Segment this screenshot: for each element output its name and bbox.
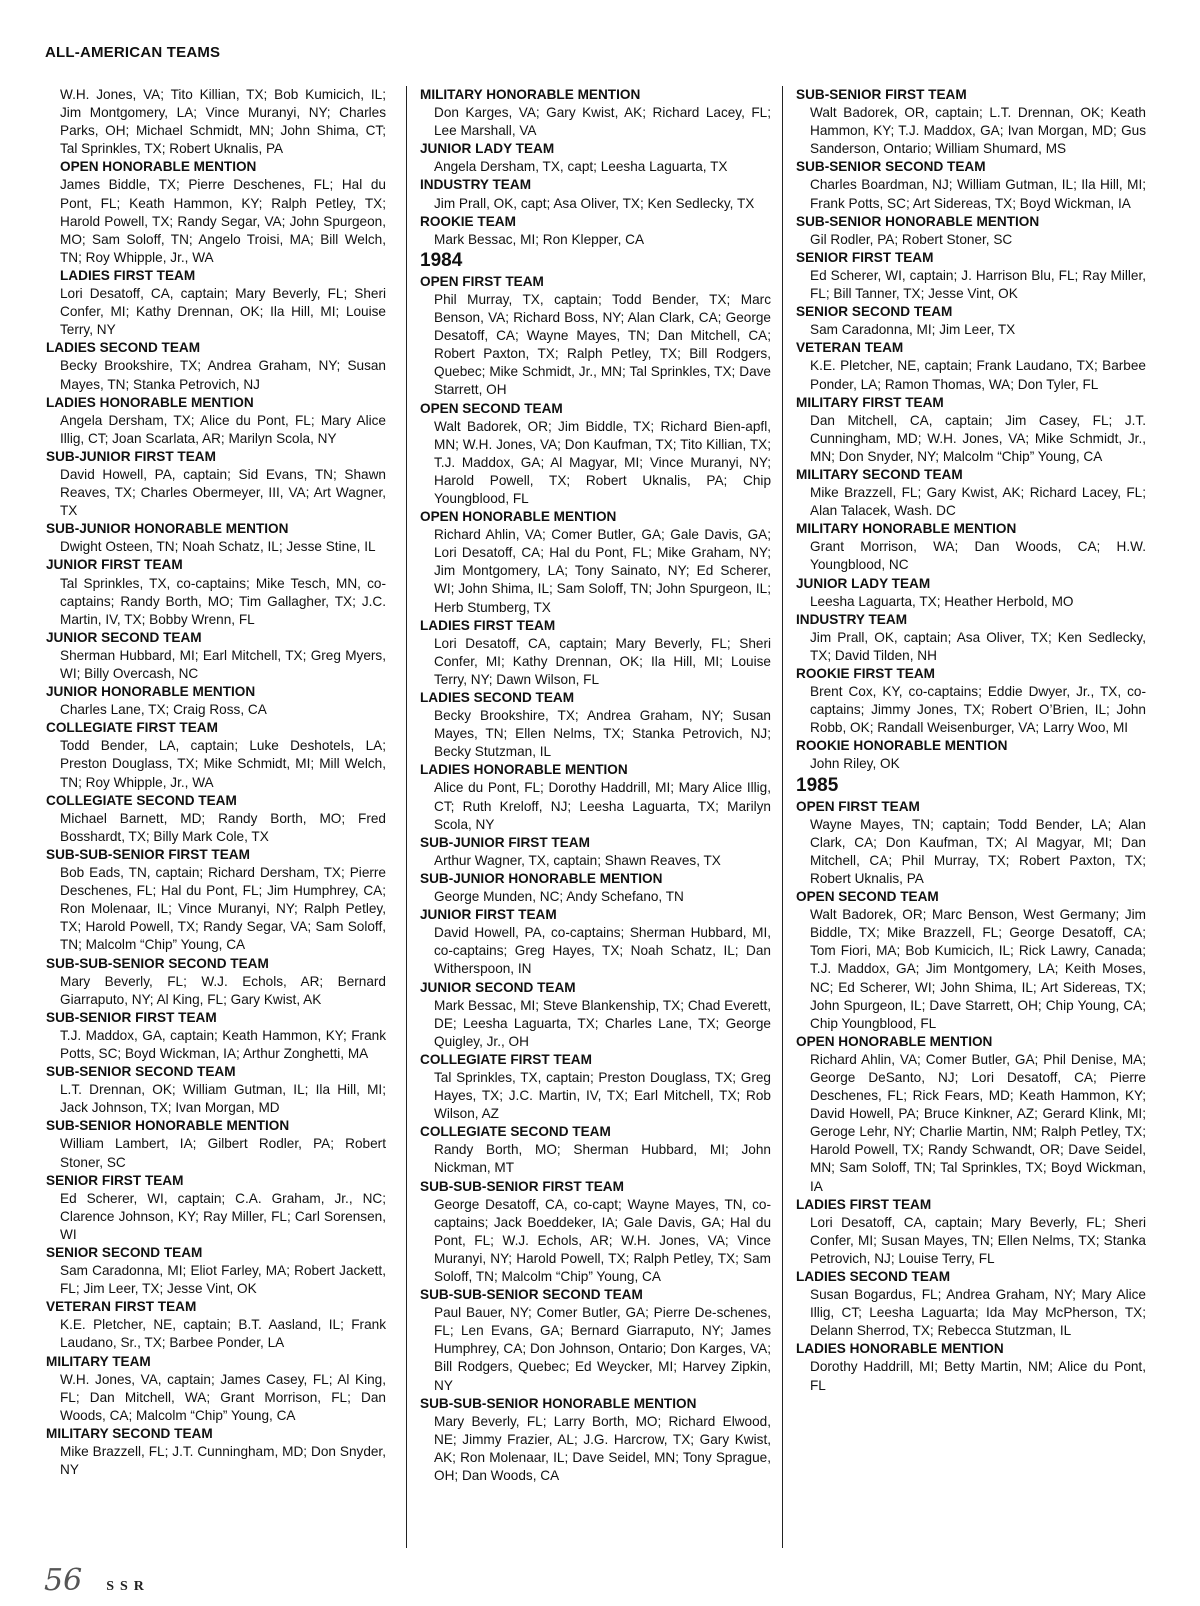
section-heading: LADIES SECOND TEAM	[46, 340, 201, 356]
team-roster: Tal Sprinkles, TX, captain; Preston Douglass, TX; Greg Hayes, TX; J.C. Martin, IV, TX; Earl Mitchell, TX; Rob Wilson, AZ	[434, 1069, 771, 1122]
section-heading: LADIES FIRST TEAM	[420, 617, 556, 633]
team-roster: Mary Beverly, FL; W.J. Echols, AR; Bernard Giarraputo, NY; Al King, FL; Gary Kwist, AK	[60, 973, 386, 1007]
section-heading: COLLEGIATE SECOND TEAM	[46, 792, 237, 808]
section-heading: OPEN HONORABLE MENTION	[420, 509, 617, 525]
team-roster: Bob Eads, TN, captain; Richard Dersham, TX; Pierre Deschenes, FL; Hal du Pont, FL; Jim Humphrey, CA; Ron Molenaar, IL; Vince Muranyi, NY; Ralph Petley, TX; Harold Powell, TX; Randy Segar, VA; Sam Soloff, TN; Malcolm “Chip” Young, CA	[60, 865, 386, 953]
section-heading: MILITARY TEAM	[46, 1353, 151, 1369]
team-roster: Sam Caradonna, MI; Eliot Farley, MA; Robert Jackett, FL; Jim Leer, TX; Jesse Vint, OK	[60, 1263, 386, 1297]
team-roster: Lori Desatoff, CA, captain; Mary Beverly, FL; Sheri Confer, MI; Kathy Drennan, OK; Ila Hill, MI; Louise Terry, NY	[60, 286, 386, 338]
section-heading: OPEN SECOND TEAM	[420, 400, 563, 416]
section-heading: INDUSTRY TEAM	[796, 611, 908, 627]
section-heading: ROOKIE FIRST TEAM	[796, 666, 935, 681]
section-heading: ROOKIE HONORABLE MENTION	[796, 738, 1008, 754]
section-heading: SENIOR SECOND TEAM	[46, 1245, 203, 1260]
section-heading: VETERAN TEAM	[796, 340, 904, 356]
team-roster: Arthur Wagner, TX, captain; Shawn Reaves, TX	[434, 852, 721, 868]
team-roster: Jim Prall, OK, capt; Asa Oliver, TX; Ken Sedlecky, TX	[434, 195, 755, 211]
section-heading: OPEN FIRST TEAM	[796, 798, 920, 814]
section-heading: SENIOR SECOND TEAM	[796, 304, 953, 320]
team-roster: W.H. Jones, VA; Tito Killian, TX; Bob Kumicich, IL; Jim Montgomery, LA; Vince Muranyi, NY; Charles Parks, OH; Michael Schmidt, MN; John Shima, CT; Tal Sprinkles, TX; Robert Uknalis, PA	[60, 87, 386, 157]
section-heading: COLLEGIATE SECOND TEAM	[420, 1124, 611, 1140]
section-heading: ROOKIE TEAM	[420, 213, 516, 229]
section-heading: JUNIOR SECOND TEAM	[46, 629, 202, 645]
team-roster: Dan Mitchell, CA, captain; Jim Casey, FL; J.T. Cunningham, MD; W.H. Jones, VA; Mike Schmidt, Jr., MN; Don Snyder, NY; Malcolm “Chip” Young, CA	[810, 412, 1146, 464]
section-heading: LADIES SECOND TEAM	[796, 1269, 951, 1284]
team-roster: Lori Desatoff, CA, captain; Mary Beverly, FL; Sheri Confer, MI; Susan Mayes, TN; Ellen Nelms, TX; Stanka Petrovich, NJ; Louise Terry, FL	[810, 1214, 1146, 1266]
section-heading: JUNIOR LADY TEAM	[420, 141, 555, 157]
year-heading: 1984	[420, 249, 463, 271]
section-heading: OPEN SECOND TEAM	[796, 889, 939, 905]
team-roster: Walt Badorek, OR; Jim Biddle, TX; Richard Bien-apfl, MN; W.H. Jones, VA; Don Kaufman, TX; Tito Killian, TX; T.J. Maddox, GA; Al Magyar, MI; Vince Muranyi, NY; Harold Powell, TX; Robert Uknalis, PA; Chip Youngblood, FL	[434, 418, 771, 506]
section-heading: INDUSTRY TEAM	[420, 177, 532, 193]
team-roster: Brent Cox, KY, co-captains; Eddie Dwyer, Jr., TX, co-captains; Jimmy Jones, TX; Robert O’Brien, IL; John Robb, OK; Randall Weisenburger, VA; Larry Woo, MI	[810, 684, 1146, 736]
team-roster: W.H. Jones, VA, captain; James Casey, FL; Al King, FL; Dan Mitchell, WA; Grant Morrison, FL; Dan Woods, CA; Malcolm “Chip” Young, CA	[60, 1371, 386, 1423]
team-roster: David Howell, PA, co-captains; Sherman Hubbard, MI, co-captains; Greg Hayes, TX; Noah Schatz, IL; Dan Witherspoon, IN	[434, 925, 771, 977]
team-roster: Becky Brookshire, TX; Andrea Graham, NY; Susan Mayes, TN; Stanka Petrovich, NJ	[60, 358, 386, 392]
section-heading: SUB-SUB-SENIOR FIRST TEAM	[46, 846, 250, 862]
team-roster: Mark Bessac, MI; Steve Blankenship, TX; Chad Everett, DE; Leesha Laguarta, TX; Charles Lane, TX; George Quigley, Jr., OH	[434, 997, 771, 1049]
team-roster: Mark Bessac, MI; Ron Klepper, CA	[434, 231, 645, 247]
team-roster: Angela Dersham, TX; Alice du Pont, FL; Mary Alice Illig, CT; Joan Scarlata, AR; Marilyn Scola, NY	[60, 412, 386, 446]
team-roster: Richard Ahlin, VA; Comer Butler, GA; Gale Davis, GA; Lori Desatoff, CA; Hal du Pont, FL; Mike Graham, NY; Jim Montgomery, LA; Tony Sainato, NY; Ed Scherer, WI; John Shima, IL; Sam Soloff, TN; John Spurgeon, IL; Herb Stumberg, TX	[434, 527, 771, 615]
section-heading: LADIES FIRST TEAM	[60, 267, 196, 283]
team-roster: Jim Prall, OK, captain; Asa Oliver, TX; Ken Sedlecky, TX; David Tilden, NH	[810, 629, 1146, 663]
section-heading: JUNIOR HONORABLE MENTION	[46, 684, 256, 700]
team-roster: Paul Bauer, NY; Comer Butler, GA; Pierre De-schenes, FL; Len Evans, GA; Bernard Giarraputo, NY; James Humphrey, CA; Don Johnson, Ontario; Don Karges, VA; Bill Rodgers, Quebec; Ed Weycker, MI; Harvey Zipkin, NY	[434, 1305, 771, 1393]
column-right	[796, 86, 1146, 1395]
team-roster: T.J. Maddox, GA, captain; Keath Hammon, KY; Frank Potts, SC; Boyd Wickman, IA; Arthur Zonghetti, MA	[60, 1027, 386, 1061]
team-roster: Sherman Hubbard, MI; Earl Mitchell, TX; Greg Myers, WI; Billy Overcash, NC	[60, 647, 386, 681]
section-heading: SUB-SENIOR SECOND TEAM	[796, 159, 986, 175]
section-heading: SUB-SENIOR SECOND TEAM	[46, 1064, 236, 1080]
team-roster: K.E. Pletcher, NE, captain; Frank Laudano, TX; Barbee Ponder, LA; Ramon Thomas, WA; Don Tyler, FL	[810, 358, 1146, 392]
team-roster: Don Karges, VA; Gary Kwist, AK; Richard Lacey, FL; Lee Marshall, VA	[434, 105, 771, 139]
team-roster: Dorothy Haddrill, MI; Betty Martin, NM; Alice du Pont, FL	[810, 1359, 1146, 1393]
page-number: 56	[44, 1563, 83, 1598]
team-roster: Walt Badorek, OR; Marc Benson, West Germany; Jim Biddle, TX; Mike Brazzell, FL; George Desatoff, CA; Tom Fiori, MA; Bob Kumicich, IL; Rick Lawry, Canada; T.J. Maddox, GA; Jim Montgomery, LA; Keith Moses, NC; Ed Scherer, WI; John Shima, IL; Art Sidereas, TX; John Spurgeon, IL; Dave Starrett, OH; Chip Young, CA; Chip Youngblood, FL	[810, 907, 1146, 1031]
section-heading: SENIOR FIRST TEAM	[46, 1172, 184, 1188]
section-heading: MILITARY HONORABLE MENTION	[796, 521, 1017, 537]
team-roster: Mike Brazzell, FL; J.T. Cunningham, MD; Don Snyder, NY	[60, 1444, 386, 1478]
page-footer	[44, 1563, 150, 1598]
team-roster: Becky Brookshire, TX; Andrea Graham, NY; Susan Mayes, TN; Ellen Nelms, TX; Stanka Petrovich, NJ; Becky Stutzman, IL	[434, 708, 771, 760]
team-roster: Charles Boardman, NJ; William Gutman, IL; Ila Hill, MI; Frank Potts, SC; Art Sidereas, TX; Boyd Wickman, IA	[810, 177, 1146, 211]
team-roster: Charles Lane, TX; Craig Ross, CA	[60, 702, 267, 718]
column-left	[46, 86, 386, 1479]
section-heading: MILITARY HONORABLE MENTION	[420, 87, 641, 102]
section-heading: VETERAN FIRST TEAM	[46, 1299, 197, 1315]
section-heading: MILITARY SECOND TEAM	[796, 466, 963, 482]
section-heading: SUB-SENIOR FIRST TEAM	[46, 1009, 217, 1025]
team-roster: George Munden, NC; Andy Schefano, TN	[434, 889, 684, 905]
team-roster: George Desatoff, CA, co-capt; Wayne Mayes, TN, co-captains; Jack Boeddeker, IA; Gale Davis, GA; Hal du Pont, FL; W.J. Echols, AR; W.H. Jones, VA; Vince Muranyi, NY; Harold Powell, TX; Ralph Petley, TX; Sam Soloff, TN; Malcolm “Chip” Young, CA	[434, 1196, 771, 1284]
section-heading: COLLEGIATE FIRST TEAM	[420, 1051, 592, 1067]
team-roster: Ed Scherer, WI, captain; C.A. Graham, Jr., NC; Clarence Johnson, KY; Ray Miller, FL; Carl Sorensen, WI	[60, 1190, 386, 1242]
team-roster: Ed Scherer, WI, captain; J. Harrison Blu, FL; Ray Miller, FL; Bill Tanner, TX; Jesse Vint, OK	[810, 267, 1146, 302]
section-heading: SUB-JUNIOR FIRST TEAM	[420, 834, 590, 850]
section-heading: SUB-SUB-SENIOR FIRST TEAM	[420, 1178, 624, 1194]
section-heading: LADIES HONORABLE MENTION	[420, 762, 628, 778]
section-heading: SUB-SUB-SENIOR HONORABLE MENTION	[420, 1395, 697, 1411]
team-roster: Mary Beverly, FL; Larry Borth, MO; Richard Elwood, NE; Jimmy Frazier, AL; J.G. Harcrow, TX; Gary Kwist, AK; Ron Molenaar, IL; Dave Seidel, MN; Tony Sprague, OH; Dan Woods, CA	[434, 1413, 771, 1484]
team-roster: Tal Sprinkles, TX, co-captains; Mike Tesch, MN, co-captains; Randy Borth, MO; Tim Gallagher, TX; J.C. Martin, IV, TX; Bobby Wrenn, FL	[60, 575, 386, 627]
section-heading: COLLEGIATE FIRST TEAM	[46, 720, 218, 736]
column-middle	[420, 86, 771, 1485]
team-roster: Gil Rodler, PA; Robert Stoner, SC	[810, 231, 1013, 247]
section-heading: SUB-SENIOR HONORABLE MENTION	[796, 213, 1040, 229]
team-roster: Dwight Osteen, TN; Noah Schatz, IL; Jesse Stine, IL	[60, 539, 376, 555]
section-heading: JUNIOR FIRST TEAM	[420, 907, 557, 923]
section-heading: SUB-SENIOR HONORABLE MENTION	[46, 1118, 290, 1134]
section-heading: SUB-SENIOR FIRST TEAM	[796, 87, 967, 102]
section-heading: MILITARY SECOND TEAM	[46, 1425, 213, 1441]
section-heading: SENIOR FIRST TEAM	[796, 249, 934, 265]
team-roster: John Riley, OK	[810, 756, 900, 772]
team-roster: Walt Badorek, OR, captain; L.T. Drennan, OK; Keath Hammon, KY; T.J. Maddox, GA; Ivan Morgan, MD; Gus Sanderson, Ontario; William Shumard, MS	[810, 105, 1146, 157]
section-heading: OPEN FIRST TEAM	[420, 273, 544, 289]
team-roster: K.E. Pletcher, NE, captain; B.T. Aasland, IL; Frank Laudano, Sr., TX; Barbee Ponder, LA	[60, 1317, 386, 1351]
section-heading: LADIES FIRST TEAM	[796, 1196, 932, 1212]
section-heading: OPEN HONORABLE MENTION	[796, 1033, 993, 1049]
section-heading: LADIES HONORABLE MENTION	[46, 394, 254, 410]
section-heading: MILITARY FIRST TEAM	[796, 394, 944, 410]
section-heading: LADIES HONORABLE MENTION	[796, 1341, 1004, 1357]
team-roster: Mike Brazzell, FL; Gary Kwist, AK; Richard Lacey, FL; Alan Talacek, Wash. DC	[810, 485, 1146, 519]
section-heading: SUB-JUNIOR HONORABLE MENTION	[420, 870, 663, 886]
section-heading: SUB-JUNIOR HONORABLE MENTION	[46, 521, 289, 537]
team-roster: Leesha Laguarta, TX; Heather Herbold, MO	[810, 593, 1074, 609]
team-roster: Phil Murray, TX, captain; Todd Bender, TX; Marc Benson, VA; Richard Boss, NY; Alan Clark, CA; George Desatoff, CA; Wayne Mayes, TN; Dan Mitchell, CA; Robert Paxton, TX; Ralph Petley, TX; Bill Rodgers, Quebec; Mike Schmidt, Jr., MN; Tal Sprinkles, TX; Dave Starrett, OH	[434, 291, 771, 398]
section-heading: JUNIOR SECOND TEAM	[420, 979, 576, 995]
team-roster: Todd Bender, LA, captain; Luke Deshotels, LA; Preston Douglass, TX; Mike Schmidt, MI; Mill Welch, TN; Roy Whipple, Jr., WA	[60, 738, 386, 790]
page-header: ALL-AMERICAN TEAMS	[45, 44, 221, 61]
section-heading: JUNIOR LADY TEAM	[796, 575, 931, 591]
team-roster: Alice du Pont, FL; Dorothy Haddrill, MI; Mary Alice Illig, CT; Ruth Kreloff, NJ; Leesha Laguarta, TX; Marilyn Scola, NY	[434, 780, 771, 832]
year-heading: 1985	[796, 774, 839, 796]
section-heading: LADIES SECOND TEAM	[420, 690, 575, 705]
team-roster: Grant Morrison, WA; Dan Woods, CA; H.W. Youngblood, NC	[810, 539, 1146, 573]
column-divider	[782, 86, 783, 1548]
section-heading: JUNIOR FIRST TEAM	[46, 557, 183, 573]
team-roster: L.T. Drennan, OK; William Gutman, IL; Ila Hill, MI; Jack Johnson, TX; Ivan Morgan, MD	[60, 1082, 386, 1116]
team-roster: Susan Bogardus, FL; Andrea Graham, NY; Mary Alice Illig, CT; Leesha Laguarta; Ida May McPherson, TX; Delann Sherrod, TX; Rebecca Stutzman, IL	[810, 1287, 1146, 1339]
team-roster: Angela Dersham, TX, capt; Leesha Laguarta, TX	[434, 159, 728, 175]
team-roster: Sam Caradonna, MI; Jim Leer, TX	[810, 322, 1016, 338]
team-roster: Lori Desatoff, CA, captain; Mary Beverly, FL; Sheri Confer, MI; Kathy Drennan, OK; Ila Hill, MI; Louise Terry, NY; Dawn Wilson, FL	[434, 635, 771, 687]
team-roster: David Howell, PA, captain; Sid Evans, TN; Shawn Reaves, TX; Charles Obermeyer, III, VA; Art Wagner, TX	[60, 466, 386, 519]
team-roster: Michael Barnett, MD; Randy Borth, MO; Fred Bosshardt, TX; Billy Mark Cole, TX	[60, 810, 386, 844]
team-roster: Randy Borth, MO; Sherman Hubbard, MI; John Nickman, MT	[434, 1142, 771, 1176]
team-roster: Wayne Mayes, TN; captain; Todd Bender, LA; Alan Clark, CA; Don Kaufman, TX; Al Magyar, MI; Dan Mitchell, CA; Phil Murray, TX; Robert Paxton, TX; Robert Uknalis, PA	[810, 816, 1146, 886]
section-heading: SUB-SUB-SENIOR SECOND TEAM	[420, 1287, 643, 1303]
team-roster: William Lambert, IA; Gilbert Rodler, PA; Robert Stoner, SC	[60, 1136, 386, 1170]
publication-mark: SSR	[106, 1579, 150, 1594]
section-heading: SUB-JUNIOR FIRST TEAM	[46, 448, 216, 464]
team-roster: James Biddle, TX; Pierre Deschenes, FL; Hal du Pont, FL; Keath Hammon, KY; Ralph Petley, TX; Harold Powell, TX; Randy Segar, VA; John Spurgeon, MO; Sam Soloff, TN; Angelo Troisi, MA; Bill Welch, TN; Roy Whipple, Jr., WA	[60, 177, 386, 265]
column-divider	[406, 86, 407, 1548]
team-roster: Richard Ahlin, VA; Comer Butler, GA; Phil Denise, MA; George DeSanto, NJ; Lori Desatoff, CA; Pierre Deschenes, FL; Rick Fears, MD; Keath Hammon, KY; David Howell, PA; Bruce Kinkner, AZ; Gerard Klink, MI; Geroge Lehr, NY; Charlie Martin, NM; Ralph Petley, TX; Harold Powell, TX; Randy Schwandt, OR; Dave Seidel, MN; Sam Soloff, TN; Tal Sprinkles, TX; Boyd Wickman, IA	[810, 1051, 1146, 1194]
section-heading: SUB-SUB-SENIOR SECOND TEAM	[46, 955, 269, 971]
section-heading: OPEN HONORABLE MENTION	[60, 159, 257, 175]
